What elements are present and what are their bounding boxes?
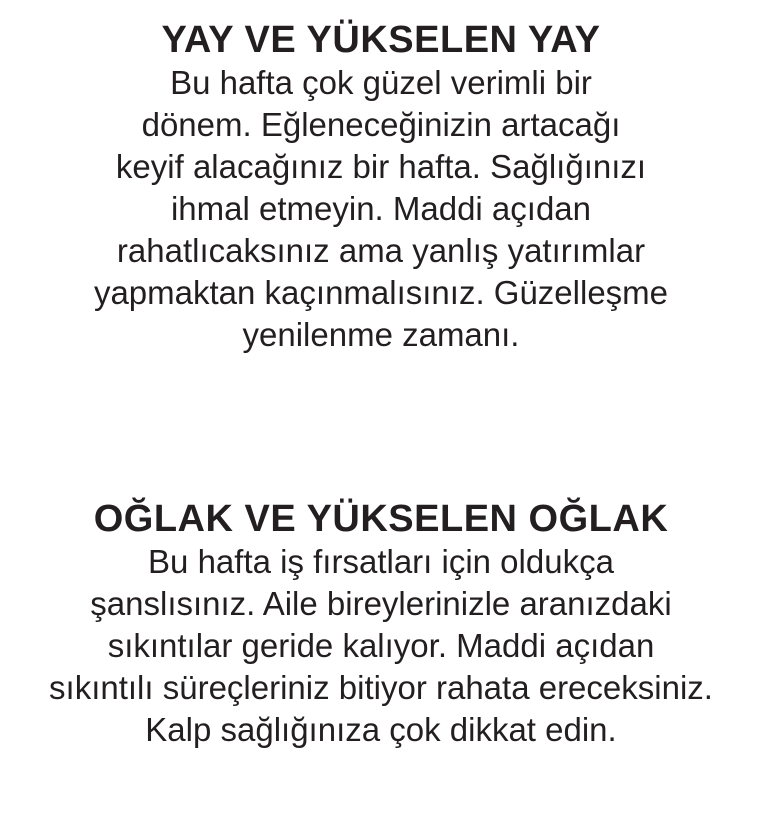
body-line: dönem. Eğleneceğinizin artacağı (141, 106, 621, 143)
body-line: keyif alacağınız bir hafta. Sağlığınızı (115, 148, 647, 185)
horoscope-section-sagittarius (0, 18, 762, 356)
body-line: şanslısınız. Aile bireylerinizle aranızdaki (90, 585, 672, 622)
section-body (0, 541, 762, 751)
section-heading: YAY VE YÜKSELEN YAY (161, 19, 601, 61)
body-line: Bu hafta çok güzel verimli bir (170, 64, 592, 101)
body-line: Kalp sağlığınıza çok dikkat edin. (145, 711, 617, 748)
body-line: rahatlıcaksınız ama yanlış yatırımlar (116, 232, 646, 269)
body-line: sıkıntılar geride kalıyor. Maddi açıdan (107, 627, 655, 664)
body-line: Bu hafta iş fırsatları için oldukça (148, 543, 614, 580)
horoscope-section-capricorn (0, 497, 762, 751)
body-line: yenilenme zamanı. (242, 316, 520, 353)
body-line: yapmaktan kaçınmalısınız. Güzelleşme (93, 274, 669, 311)
body-line: ihmal etmeyin. Maddi açıdan (170, 190, 592, 227)
section-heading: OĞLAK VE YÜKSELEN OĞLAK (93, 498, 669, 540)
body-line: sıkıntılı süreçleriniz bitiyor rahata ereceksiniz. (49, 669, 713, 706)
section-body (0, 62, 762, 356)
